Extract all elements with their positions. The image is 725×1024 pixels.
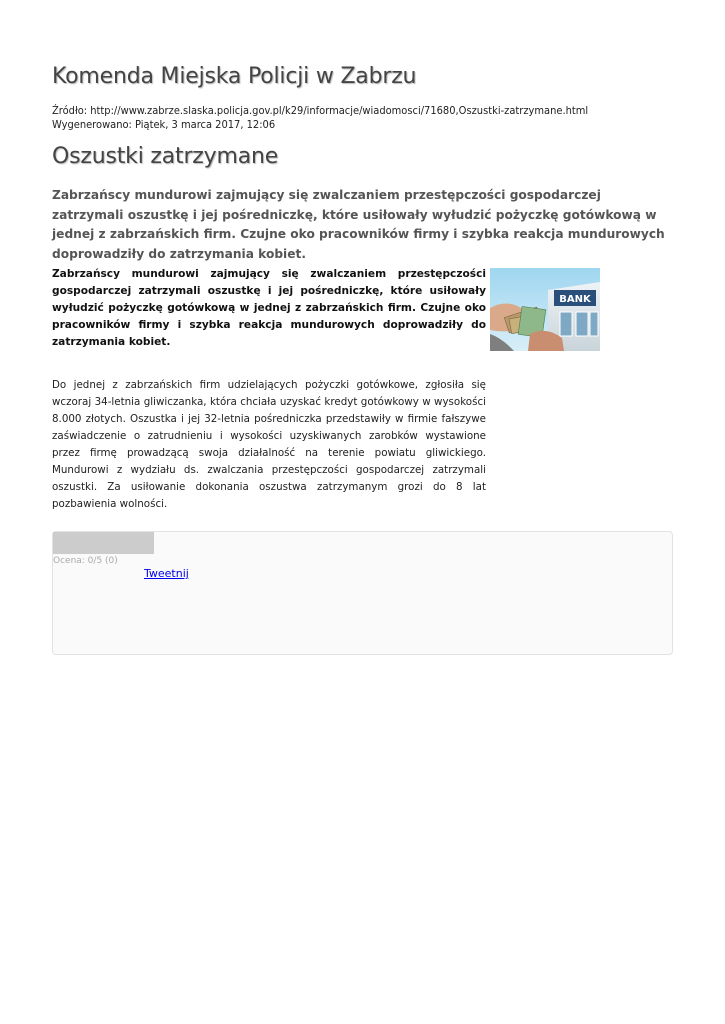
page xyxy=(52,62,673,513)
tweet-link[interactable]: Tweetnij xyxy=(144,567,189,580)
article-image xyxy=(490,268,600,351)
generated-date: Wygenerowano: Piątek, 3 marca 2017, 12:06 xyxy=(52,118,276,131)
site-title: Komenda Miejska Policji w Zabrzu xyxy=(52,64,417,89)
article-body: Do jednej z zabrzańskich firm udzielających pożyczki gotówkowe, zgłosiła się wczoraj 34-letnia gliwiczanka, która chciała uzyskać kredyt gotówkowy w wysokości 8.000 złotych. Oszustka i jej 32-letnia pośredniczka przedstawiły w firmie fałszywe zaświadczenie o zatrudnieniu i wysokości uzyskiwanych zarobków wystawione przez firmę prowadzącą swoja działalność na terenie powiatu gliwickiego. Mundurowi z wydziału ds. zwalczania przestępczości gospodarczej zatrzymali oszustki. Za usiłowanie dokonania oszustwa zatrzymanym grozi do 8 lat pozbawienia wolności. xyxy=(52,379,486,510)
bank-money-image xyxy=(490,268,600,351)
article-title: Oszustki zatrzymane xyxy=(52,144,279,169)
bank-sign-text: BANK xyxy=(559,294,591,305)
rating-box xyxy=(52,531,673,655)
source-url: Źródło: http://www.zabrze.slaska.policja.gov.pl/k29/informacje/wiadomosci/71680,Oszustki-zatrzymane.html xyxy=(52,104,589,117)
meta-info xyxy=(52,104,673,132)
article-content xyxy=(52,266,600,513)
article-intro: Zabrzańscy mundurowi zajmujący się zwalczaniem przestępczości gospodarczej zatrzymali oszustkę i jej pośredniczkę, które usiłowały wyłudzić pożyczkę gotówkową w jednej z zabrzańskich firm. Czujne oko pracowników firmy i szybka reakcja mundurowych doprowadziły do zatrzymania kobiet. xyxy=(52,268,486,348)
rating-label: Ocena: 0/5 (0) xyxy=(53,556,118,566)
rating-stars[interactable] xyxy=(53,532,154,554)
article-lead: Zabrzańscy mundurowi zajmujący się zwalczaniem przestępczości gospodarczej zatrzymali oszustkę i jej pośredniczkę, które usiłowały wyłudzić pożyczkę gotówkową w jednej z zabrzańskich firm. Czujne oko pracowników firmy i szybka reakcja mundurowych doprowadziły do zatrzymania kobiet. xyxy=(52,188,665,261)
